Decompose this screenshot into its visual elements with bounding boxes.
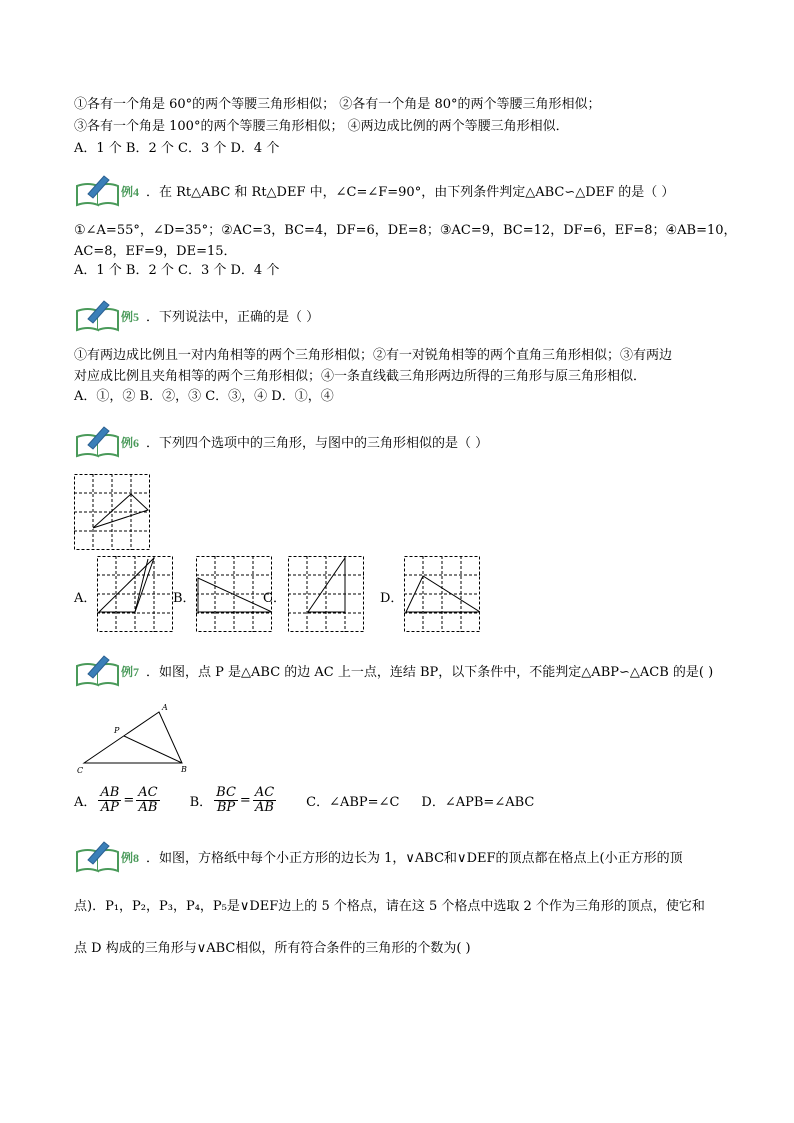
question-5-text: ．下列说法中，正确的是（ ） bbox=[146, 309, 320, 325]
vertex-c-label: C bbox=[77, 766, 84, 775]
badge-label: 例5 bbox=[121, 310, 140, 324]
q8-line-2: 点 D 构成的三角形与∨ABC相似，所有符合条件的三角形的个数为( ) bbox=[74, 941, 471, 956]
triangle-abc-figure bbox=[74, 700, 204, 780]
book-pencil-icon bbox=[74, 652, 144, 688]
q5-line-1: ①有两边成比例且一对内角相等的两个三角形相似；②有一对锐角相等的两个直角三角形相似；③有两边 bbox=[74, 348, 673, 363]
reference-triangle bbox=[93, 494, 148, 528]
example-8-header bbox=[74, 838, 683, 874]
q7-opt-b-label: B． bbox=[189, 795, 213, 810]
reference-grid-figure bbox=[74, 474, 150, 550]
example-4-header bbox=[74, 172, 674, 208]
example-5-header bbox=[74, 297, 319, 333]
equals-sign: = bbox=[239, 793, 251, 808]
q7-opt-a-label: A． bbox=[74, 795, 97, 810]
q4-line-2: AC=8，EF=9，DE=15． bbox=[74, 244, 237, 259]
book-pencil-icon bbox=[74, 172, 144, 208]
statement-line-1: ①各有一个角是 60°的两个等腰三角形相似； ②各有一个角是 80°的两个等腰三角形相似； bbox=[74, 97, 601, 112]
book-pencil-icon bbox=[74, 838, 144, 874]
badge-label: 例8 bbox=[121, 851, 140, 865]
q7-options bbox=[74, 786, 534, 815]
question-6-text: ．下列四个选项中的三角形，与图中的三角形相似的是（ ） bbox=[146, 435, 489, 451]
badge-label: 例7 bbox=[121, 665, 140, 679]
statement-line-2: ③各有一个角是 100°的两个等腰三角形相似； ④两边成比例的两个等腰三角形相似． bbox=[74, 119, 569, 134]
fraction: $\frac{AC}{AB}$ bbox=[138, 785, 158, 815]
option-c-label: C． bbox=[263, 591, 286, 606]
vertex-a-label: A bbox=[162, 703, 168, 712]
fraction: $\frac{AB}{AP}$ bbox=[100, 785, 120, 815]
fraction: $\frac{BC}{BP}$ bbox=[216, 785, 236, 815]
book-pencil-icon bbox=[74, 423, 144, 459]
vertex-p-label: P bbox=[114, 726, 120, 735]
option-a-label: A． bbox=[74, 591, 97, 606]
question-4-text: ．在 Rt△ABC 和 Rt△DEF 中，∠C=∠F=90°，由下列条件判定△ABC∽△DEF 的是（ ） bbox=[146, 184, 675, 200]
option-d-label: D． bbox=[380, 591, 404, 606]
question-7-text: ．如图，点 P 是△ABC 的边 AC 上一点，连结 BP，以下条件中，不能判定△ABP∽△ACB 的是( ) bbox=[146, 664, 714, 680]
option-b-figure bbox=[196, 556, 272, 632]
vertex-b-label: B bbox=[181, 765, 187, 774]
question-8-text: ．如图，方格纸中每个小正方形的边长为 1，∨ABC和∨DEF的顶点都在格点上(小正方形的顶 bbox=[146, 850, 683, 866]
option-a-figure bbox=[97, 556, 173, 632]
q5-line-2: 对应成比例且夹角相等的两个三角形相似；④一条直线截三角形两边所得的三角形与原三角形相似． bbox=[74, 369, 647, 384]
q8-line-1: 点)．P₁，P₂，P₃，P₄，P₅是∨DEF边上的 5 个格点，请在这 5 个格点中选取 2 个作为三角形的顶点，使它和 bbox=[74, 899, 705, 914]
equals-sign: = bbox=[123, 793, 135, 808]
fraction: $\frac{AC}{AB}$ bbox=[254, 785, 275, 815]
book-pencil-icon bbox=[74, 297, 144, 333]
option-c-figure bbox=[288, 556, 364, 632]
q7-opt-c: C．∠ABP=∠C bbox=[306, 795, 400, 810]
option-b-label: B． bbox=[173, 591, 196, 606]
option-d-figure bbox=[404, 556, 480, 632]
q5-choices: A．①，② B．②，③ C．③，④ D．①，④ bbox=[74, 389, 334, 404]
badge-label: 例6 bbox=[121, 436, 140, 450]
badge-label: 例4 bbox=[121, 185, 140, 199]
answer-choices: A．1 个 B．2 个 C．3 个 D．4 个 bbox=[74, 141, 280, 156]
q4-choices: A．1 个 B．2 个 C．3 个 D．4 个 bbox=[74, 263, 280, 278]
example-6-header bbox=[74, 423, 488, 459]
example-7-header bbox=[74, 652, 713, 688]
q4-line-1: ①∠A=55°，∠D=35°；②AC=3，BC=4，DF=6，DE=8；③AC=9，BC=12，DF=6，EF=8；④AB=10， bbox=[74, 223, 737, 238]
q7-opt-d: D．∠APB=∠ABC bbox=[421, 795, 535, 810]
